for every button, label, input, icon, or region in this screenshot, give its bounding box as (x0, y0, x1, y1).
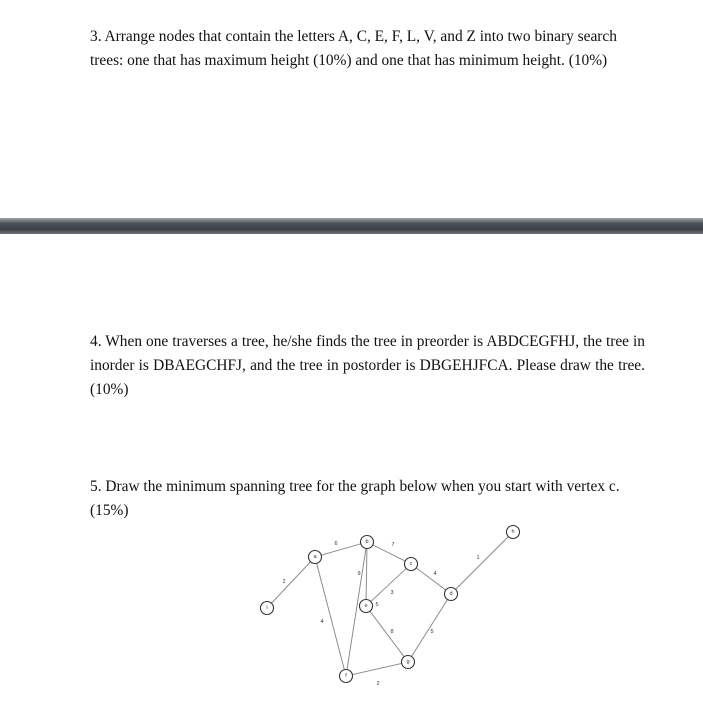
edge-weight-a-f: 4 (320, 619, 324, 625)
vertex-label-g: g (406, 659, 410, 665)
edge-i-a (271, 562, 310, 604)
vertex-label-d: d (449, 591, 453, 597)
vertex-label-h: h (511, 529, 515, 535)
edge-weight-d-h: 1 (476, 555, 480, 561)
edge-weight-b-f: 5 (375, 602, 379, 608)
question-3-text: 3. Arrange nodes that contain the letters A, C, E, F, L, V, and Z into two binary search trees: one that has maximum height (10%) and one that has minimum height. (10%) (90, 28, 617, 69)
edge-weight-e-g: 8 (390, 629, 394, 635)
edge-weight-d-g: 5 (430, 629, 434, 635)
edge-b-e (366, 548, 367, 599)
vertex-label-f: f (345, 673, 347, 679)
vertex-a (309, 551, 322, 564)
edge-weight-c-d: 4 (433, 571, 437, 577)
vertex-d (445, 588, 458, 601)
question-5-text: 5. Draw the minimum spanning tree for the graph below when you start with vertex c. (15%) (90, 478, 620, 519)
edge-c-e (371, 568, 406, 601)
vertex-h (507, 526, 520, 539)
vertex-label-e: e (364, 603, 368, 609)
edge-a-b (321, 544, 361, 555)
vertex-label-a: a (313, 554, 317, 560)
vertex-label-b: b (365, 539, 369, 545)
vertex-c (405, 558, 418, 571)
question-4-text: 4. When one traverses a tree, he/she finds the tree in preorder is ABDCEGFHJ, the tree in inorder is DBAEGCHFJ, and the tree in postorder is DBGEHJFCA. Please draw the tree. (10%) (90, 333, 645, 398)
edge-weight-c-e: 3 (390, 590, 394, 596)
edge-c-d (416, 568, 446, 590)
vertex-label-c: c (409, 561, 413, 567)
edge-weight-a-b: 6 (334, 541, 338, 547)
vertex-i (261, 602, 274, 615)
edge-weight-b-c: 7 (391, 542, 395, 548)
vertex-b (361, 536, 374, 549)
graph-edges (271, 537, 508, 675)
edge-f-g (352, 663, 401, 674)
edge-b-c (373, 545, 405, 561)
edge-d-h (456, 537, 509, 590)
edge-a-f (317, 563, 345, 669)
vertex-g (402, 656, 415, 669)
graph-vertices (261, 526, 520, 683)
edge-weight-i-a: 2 (282, 579, 286, 585)
vertex-e (360, 600, 373, 613)
edge-weight-f-g: 2 (376, 681, 380, 687)
vertex-f (340, 670, 353, 683)
edge-weight-b-e: 9 (357, 571, 361, 577)
edge-e-g (370, 611, 404, 657)
edge-d-g (411, 599, 447, 656)
vertex-label-i: i (266, 605, 268, 611)
